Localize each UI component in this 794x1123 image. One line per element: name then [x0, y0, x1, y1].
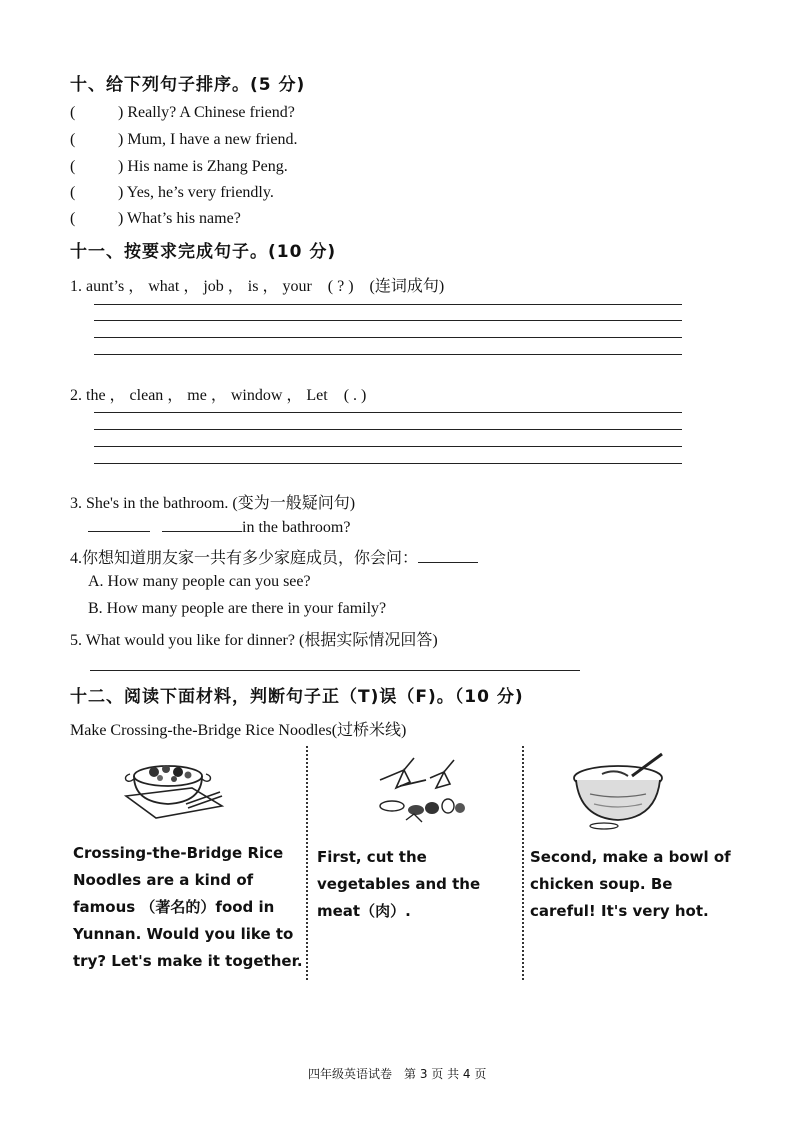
fill-blank[interactable]	[418, 548, 478, 563]
section-10-heading: 十、给下列句子排序。(5 分)	[70, 75, 306, 95]
option-b: B. How many people are there in your family?	[88, 600, 387, 617]
question-3: 3. She's in the bathroom. (变为一般疑问句)	[70, 495, 356, 512]
close-paren-text: ) Yes, he’s very friendly.	[118, 184, 274, 201]
panel-2-text: First, cut the vegetables and the meat（肉）.	[317, 848, 481, 920]
answer-line[interactable]	[94, 320, 682, 321]
answer-line[interactable]	[94, 463, 682, 464]
question-2: 2. the ， clean ， me ， window ， Let ( . )	[70, 387, 367, 404]
close-paren-text: ) His name is Zhang Peng.	[118, 158, 288, 175]
cutting-icon	[370, 750, 480, 828]
answer-line[interactable]	[94, 412, 682, 413]
section-11-heading: 十一、按要求完成句子。(10 分)	[70, 242, 337, 262]
answer-line[interactable]	[94, 446, 682, 447]
open-paren: (	[70, 131, 76, 148]
answer-line[interactable]	[90, 670, 580, 671]
fill-blank[interactable]	[162, 517, 242, 532]
close-paren-text: ) Really? A Chinese friend?	[118, 104, 295, 121]
question-5: 5. What would you like for dinner? (根据实际情况回答)	[70, 632, 438, 649]
open-paren: (	[70, 158, 76, 175]
reading-title: Make Crossing-the-Bridge Rice Noodles(过桥米线)	[70, 722, 407, 739]
fill-blank[interactable]	[88, 517, 150, 532]
answer-line[interactable]	[94, 304, 682, 305]
answer-blank[interactable]	[100, 207, 116, 227]
fill-text: in the bathroom?	[242, 519, 351, 536]
answer-blank[interactable]	[100, 128, 116, 148]
open-paren: (	[70, 184, 76, 201]
page-footer: 四年级英语试卷 第 3 页 共 4 页	[308, 1067, 487, 1081]
close-paren-text: ) What’s his name?	[118, 210, 241, 227]
section-12-heading: 十二、阅读下面材料，判断句子正（T)误（F)。（10 分)	[70, 687, 524, 707]
soup-bowl-icon	[568, 748, 678, 830]
answer-blank[interactable]	[100, 101, 116, 121]
panel-1-text: Crossing-the-Bridge Rice Noodles are a kind of famous （著名的）food in Yunnan. Would you like to try? Let's make it together.	[73, 844, 303, 970]
question-3-fill	[88, 517, 350, 537]
open-paren: (	[70, 210, 76, 227]
answer-line[interactable]	[94, 337, 682, 338]
close-paren-text: ) Mum, I have a new friend.	[118, 131, 298, 148]
question-4	[70, 545, 478, 568]
panel-3-text: Second, make a bowl of chicken soup. Be careful! It's very hot.	[530, 848, 731, 920]
question-1: 1. aunt’s ， what ， job ， is ， your ( ? ) (连词成句)	[70, 278, 445, 295]
panel-divider	[522, 746, 524, 980]
answer-blank[interactable]	[100, 155, 116, 175]
open-paren: (	[70, 104, 76, 121]
option-a: A. How many people can you see?	[88, 573, 311, 590]
answer-line[interactable]	[94, 354, 682, 355]
answer-blank[interactable]	[100, 181, 116, 201]
answer-line[interactable]	[94, 429, 682, 430]
panel-divider	[306, 746, 308, 980]
question-4-text: 4.你想知道朋友家一共有多少家庭成员，你会问：	[70, 550, 419, 567]
hotpot-icon	[118, 748, 228, 824]
